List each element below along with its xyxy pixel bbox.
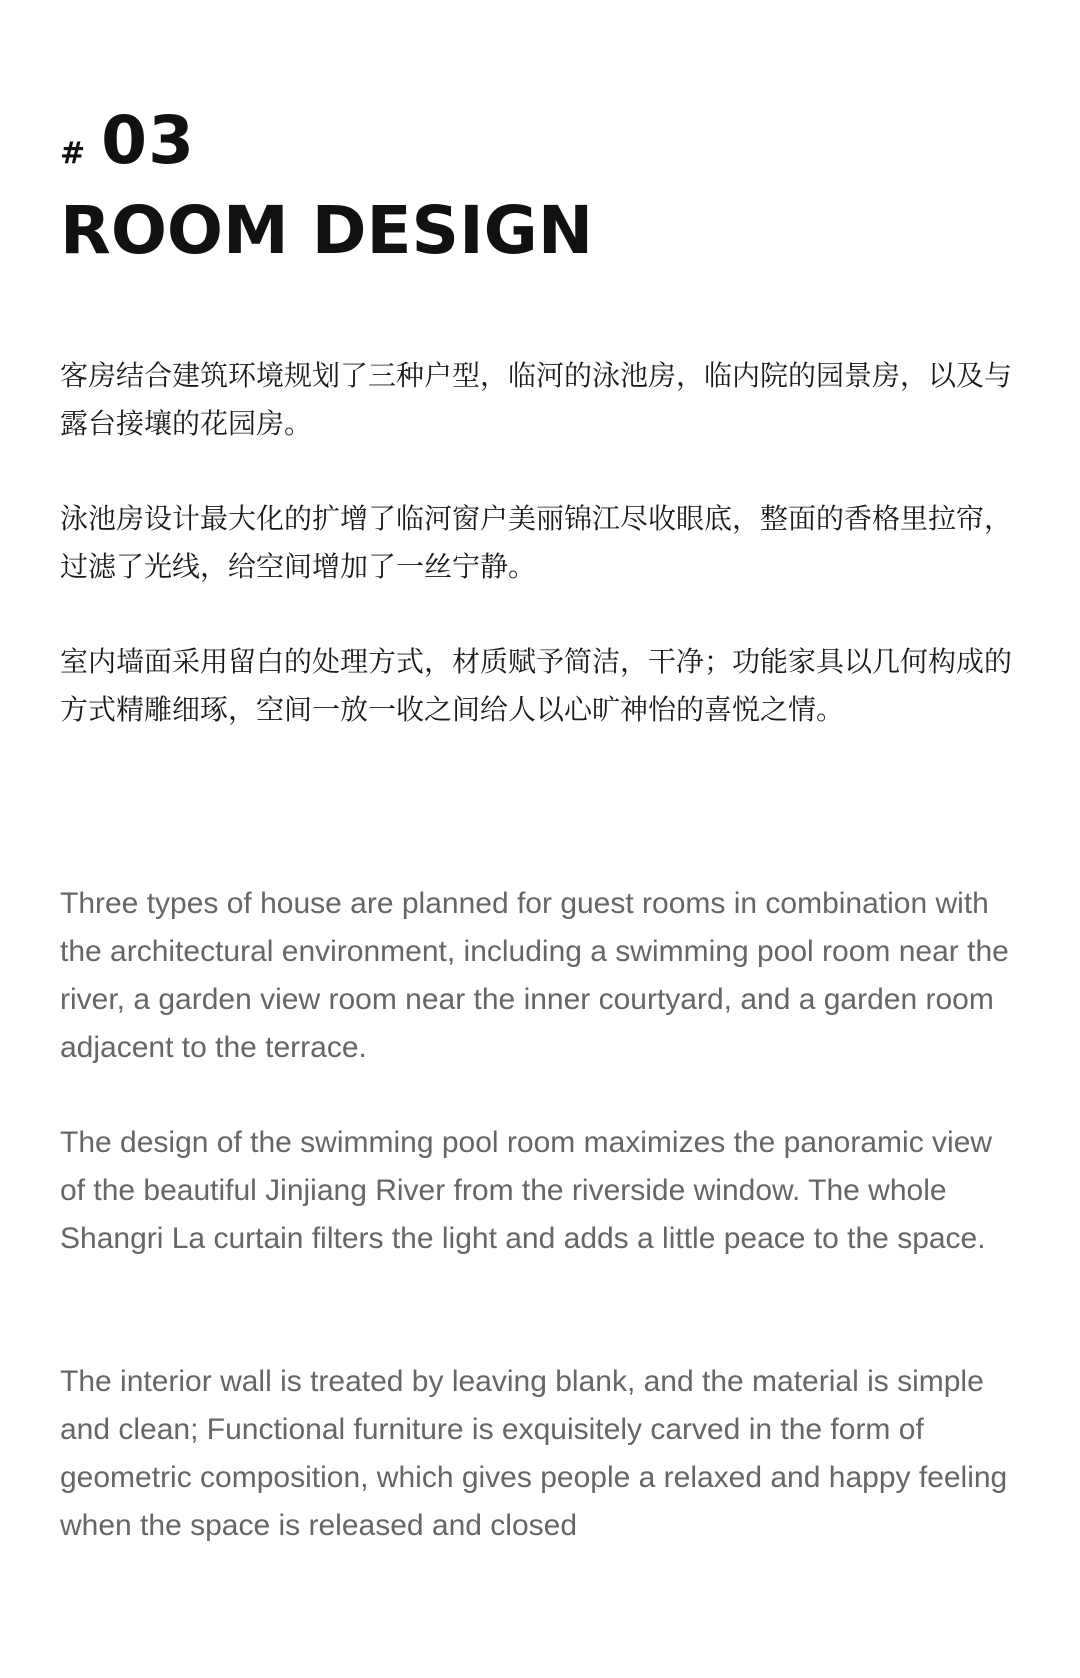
section-header: [60, 102, 594, 269]
english-paragraph: The interior wall is treated by leaving blank, and the material is simple and clean; Functional furniture is exquisitely carved in the form of geometric composition, which gives people a relaxed and happy feeling when the space is released and closed: [60, 1365, 1008, 1542]
english-paragraph: The design of the swimming pool room maximizes the panoramic view of the beautiful Jinjiang River from the riverside window. The whole Shangri La curtain filters the light and adds a little peace to the space.: [60, 1126, 993, 1255]
section-number-line: [60, 102, 593, 184]
chinese-paragraph: 泳池房设计最大化的扩增了临河窗户美丽锦江尽收眼底，整面的香格里拉帘，过滤了光线，给空间增加了一丝宁静。: [60, 502, 1013, 583]
english-paragraph: Three types of house are planned for guest rooms in combination with the architectural environment, including a swimming pool room near the river, a garden view room near the inner courtyard, and a garden room adjacent to the terrace.: [60, 887, 1009, 1064]
section-title: ROOM DESIGN: [60, 192, 594, 269]
chinese-paragraph: 室内墙面采用留白的处理方式，材质赋予简洁，干净；功能家具以几何构成的方式精雕细琢，空间一放一收之间给人以心旷神怡的喜悦之情。: [60, 645, 1013, 726]
section-number: 03: [101, 102, 195, 179]
hash-symbol: #: [60, 136, 86, 171]
chinese-paragraph: 客房结合建筑环境规划了三种户型，临河的泳池房，临内院的园景房，以及与露台接壤的花园房。: [60, 359, 1013, 440]
